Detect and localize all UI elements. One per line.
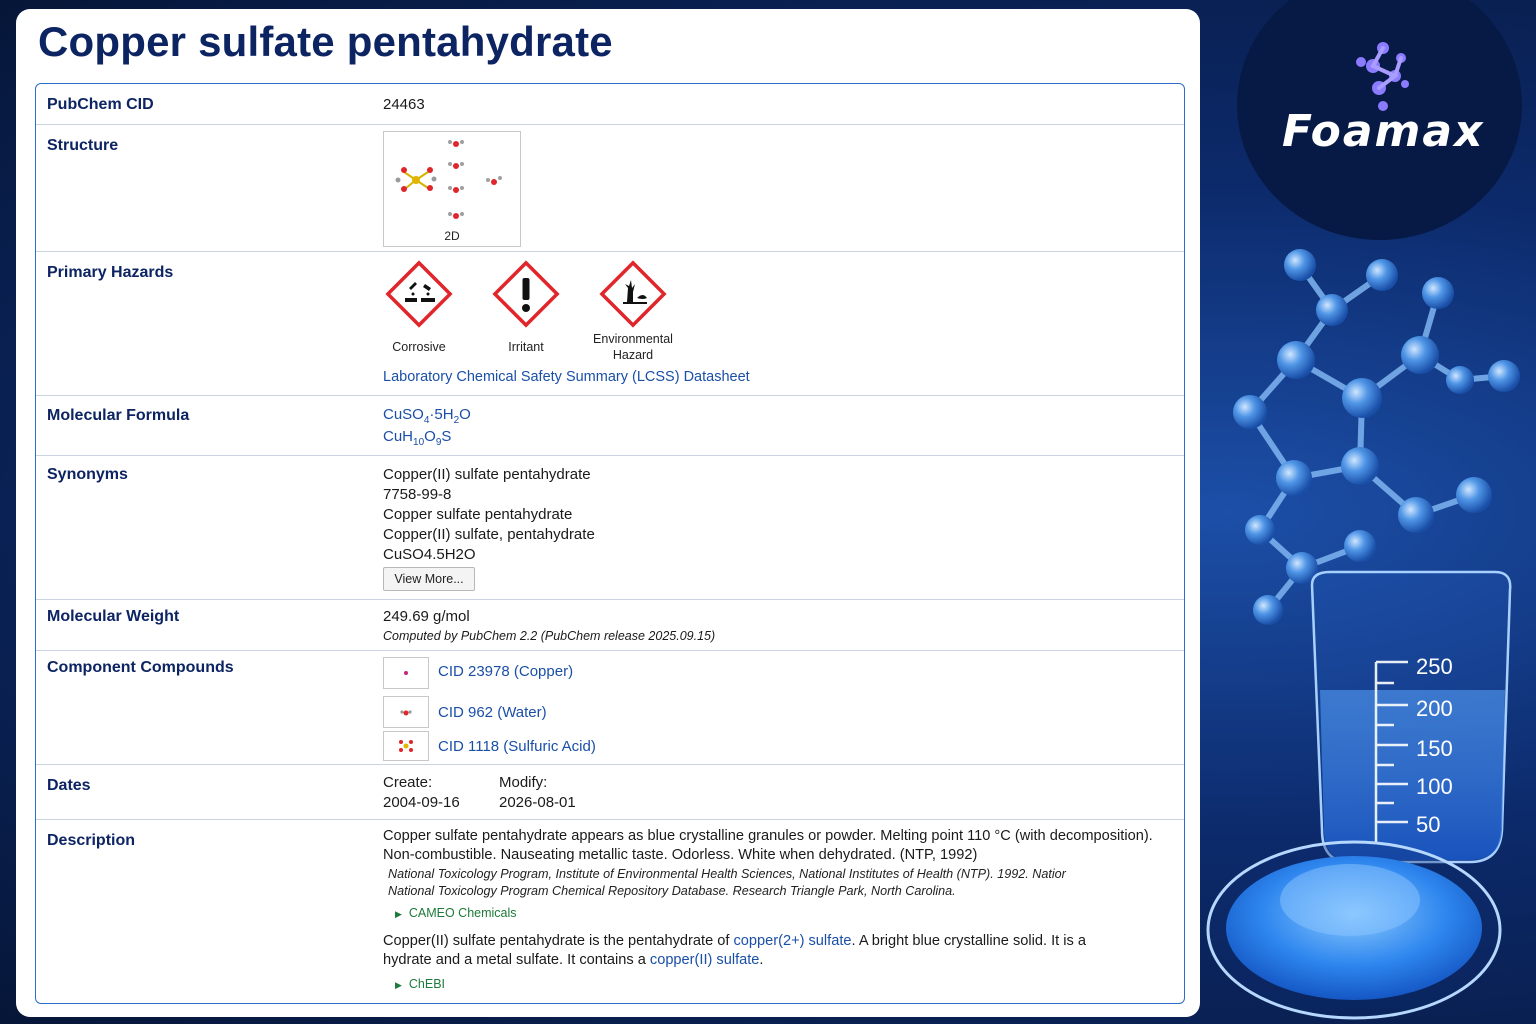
synonym-item: Copper sulfate pentahydrate [383,506,573,523]
row-components [36,651,1184,765]
component-link-sulfuric-acid[interactable]: CID 1118 (Sulfuric Acid) [438,738,596,755]
hazard-corrosive[interactable] [364,258,474,355]
components-label: Component Compounds [47,659,234,676]
row-structure [36,125,1184,252]
beaker-illustration [1312,572,1510,862]
row-weight [36,600,1184,651]
component-link-copper[interactable]: CID 23978 (Copper) [438,663,574,680]
hazard-caption: Irritant [508,340,544,354]
row-hazards [36,252,1184,396]
structure-caption: 2D [444,229,460,243]
structure-label: Structure [47,137,119,154]
description-paragraph: Copper sulfate pentahydrate appears as blue crystalline granules or powder. Melting point 110 °C (with decomposition). Non-combustible. Nauseating metallic taste. Odorless. White when dehydrated. (NTP, 1992) [383,828,1153,863]
modify-date: 2026-08-01 [499,794,576,811]
hazard-caption: Corrosive [392,340,446,354]
link-copper-ii-sulfate[interactable]: copper(II) sulfate [649,952,760,968]
row-description [36,820,1184,1004]
component-link-water[interactable]: CID 962 (Water) [438,704,547,721]
beaker-mark: 100 [1416,774,1453,799]
water-thumbnail[interactable] [383,696,429,728]
synonym-item: Copper(II) sulfate pentahydrate [383,466,591,483]
beaker-mark: 50 [1416,812,1441,837]
cid-value: 24463 [383,96,425,113]
corrosive-icon [383,258,455,330]
compound-summary-table [35,83,1185,1004]
page-title: Copper sulfate pentahydrate [38,18,613,65]
synonym-item: CuSO4.5H2O [383,546,476,563]
network-logo-icon [1343,36,1419,112]
row-formula [36,396,1184,456]
beaker-mark: 250 [1416,654,1453,679]
hazard-environmental[interactable] [578,258,688,363]
cid-label: PubChem CID [47,96,154,113]
lcss-datasheet-link[interactable]: Laboratory Chemical Safety Summary (LCSS) Datasheet [383,369,750,385]
copper-thumbnail[interactable] [383,657,429,689]
source-toggle-cameo[interactable]: ▶ CAMEO Chemicals [395,906,517,920]
triangle-right-icon: ▶ [395,980,402,990]
create-date: 2004-09-16 [383,794,460,811]
weight-label: Molecular Weight [47,608,180,625]
sulfuric-acid-thumbnail[interactable] [383,731,429,761]
description-paragraph-chebi: Copper(II) sulfate pentahydrate is the pentahydrate of copper(2+) sulfate. A bright blue crystalline solid. It is a hydrate and a metal sulfate. It contains a copper(II) sulfate. [383,933,1086,968]
hazard-caption: Environmental Hazard [593,332,673,362]
molecule-atoms [1233,249,1520,625]
description-label: Description [47,832,136,849]
row-synonyms [36,456,1184,600]
hazard-irritant[interactable] [471,258,581,355]
molecule-bonds [1250,265,1504,610]
structure-image[interactable] [383,131,521,247]
formula-link[interactable]: $CuSO_4\cdot 5H_2O$ [383,406,471,426]
molecule-2d-icon [384,132,520,228]
dates-label: Dates [47,777,91,794]
row-dates [36,765,1184,820]
formula-label: Molecular Formula [47,407,190,424]
view-more-button[interactable]: View More... [383,567,475,591]
triangle-right-icon: ▶ [395,909,402,919]
source-toggle-chebi[interactable]: ▶ ChEBI [395,977,446,991]
environment-icon [597,258,669,330]
exclamation-icon [490,258,562,330]
citation-ntp: National Toxicology Program, Institute of Environmental Health Sciences, National Institutes of Health (NTP). 1992. Natior National Toxicology Program Chemical Repository Database. Research Triangle Park, North Carolina. [388,867,1066,898]
modify-label: Modify: [499,774,548,791]
brand-name: Foamax [1282,106,1485,157]
weight-value: 249.69 g/mol [383,608,470,625]
link-copper-2-sulfate[interactable]: copper(2+) sulfate [733,933,852,949]
petri-dish-with-crystals [1208,842,1500,1018]
synonym-item: Copper(II) sulfate, pentahydrate [383,526,595,543]
create-label: Create: [383,774,433,791]
beaker-mark: 150 [1416,736,1453,761]
formula-link[interactable]: $CuH_{10}O_9S$ [383,428,452,448]
row-cid [36,84,1184,125]
synonym-item: 7758-99-8 [383,486,452,503]
synonyms-label: Synonyms [47,466,128,483]
beaker-mark: 200 [1416,696,1453,721]
weight-computed-note: Computed by PubChem 2.2 (PubChem release 2025.09.15) [383,629,716,643]
hazards-label: Primary Hazards [47,264,174,281]
